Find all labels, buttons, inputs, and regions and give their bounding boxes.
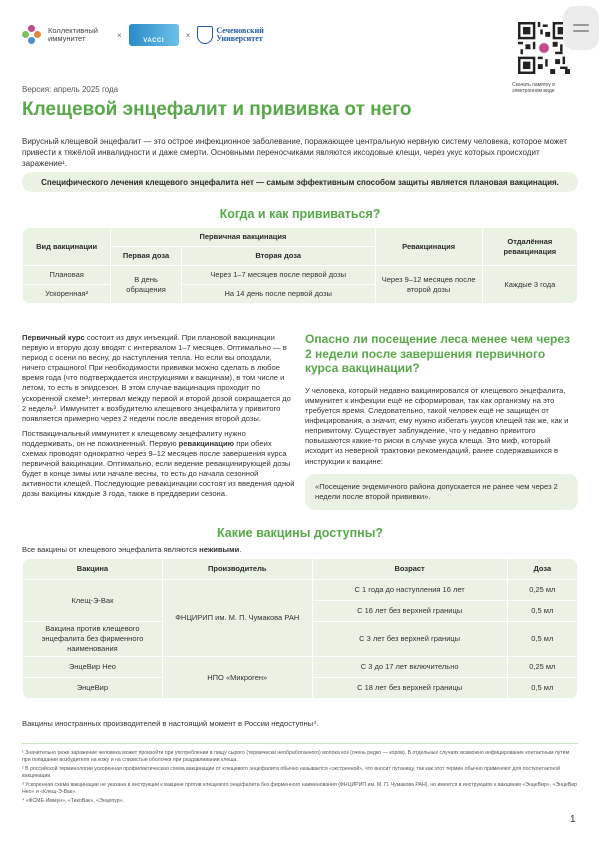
vaccines-note-text: Все вакцины от клещевого энцефалита являются [22,545,200,554]
dose-value: 0,5 мл [508,678,577,698]
footnotes [22,750,578,807]
col-header-first-dose: Первая доза [111,247,181,265]
vaccines-note [22,545,241,554]
vacci-logo: VACCI [129,24,179,46]
footnote-4: ⁴ «ФСМЕ-Иммун», «ТикоВак», «Энцепур». [22,798,124,805]
col-header-age: Возраст [313,559,507,579]
age-range: С 16 лет без верхней границы [313,601,507,621]
logo-separator: × [117,30,122,40]
remote-revac-cell: Каждые 3 года [483,266,577,303]
revac-cell: Через 9–12 месяцев после второй дозы [376,266,482,303]
schedule-table [22,227,578,304]
col-header-type: Вид вакцинации [23,228,110,265]
version-label: Версия: апрель 2025 года [22,85,119,94]
menu-button[interactable] [563,6,599,50]
dose-value: 0,25 мл [508,657,577,677]
age-range: С 1 года до наступления 16 лет [313,580,507,600]
primary-course-text [22,333,297,505]
vaccine-name: ЭнцеВир [23,678,162,698]
first-dose-cell: В день обращения [111,266,181,303]
page-title: Клещевой энцефалит и прививка от него [22,99,412,120]
col-header-dose: Доза [508,559,577,579]
age-range: С 3 до 17 лет включительно [313,657,507,677]
footnote-3: ³ Ускоренная схема вакцинации не указана в инструкции к вакцине против клещевого энцефалита без фирменного наименования (ФНЦИРИП им. М. П. Чумакова РАН), но имеется в инструкциях к вакцинам «ЭнцеВир», «ЭнцеВир Нео» и «Клещ-Э-Вак». [22,782,578,796]
logo-collective-immunity-text: Коллективный иммунитет [48,25,98,43]
vaccines-table [22,558,578,699]
col-header-second-dose: Вторая доза [182,247,375,265]
when-heading: Когда и как прививаться? [219,207,381,221]
revaccination-body-a: Поствакцинальный иммунитет к клещевому энцефалиту нужно поддерживать, он не пожизненный. Первую [22,428,246,448]
sechenov-logo-line1: Сеченовский [216,26,264,35]
age-range: С 18 лет без верхней границы [313,678,507,698]
row-type-accelerated: Ускоренная² [23,285,110,303]
forest-visit-section [305,332,578,510]
logo-separator: × [185,30,191,40]
row-accelerated-second-dose: На 14 день после первой дозы [182,285,375,303]
dose-value: 0,5 мл [508,622,577,656]
footnote-2: ² В российской терминологии ускоренная профилактическая схема вакцинации от клещевого энцефалита обычно называется «экстренной», что вносит путаницу, так как этот термин обычно применяют для постконтактной вакцинации. [22,766,561,780]
intro-paragraph: Вирусный клещевой энцефалит — это острое инфекционное заболевание, поражающее центральную нервную систему человека, которое может привести к тяжёлой инвалидности и даже смерти. Основными переносчиками являются иксодовые клещи, через укус которых происходит заражение¹. [22,137,568,168]
key-message-banner: Специфического лечения клещевого энцефалита нет — самым эффективным способом защиты является плановая вакцинация. [22,172,578,192]
maker-name: ФНЦИРИП им. М. П. Чумакова РАН [163,580,312,656]
qr-caption: Скачать памятку в электронном виде [512,82,555,95]
col-header-maker: Производитель [163,559,312,579]
age-range: С 3 лет без верхней границы [313,622,507,656]
instruction-quote: «Посещение эндемичного района допускается не ранее чем через 2 недели после второй прививки». [305,474,578,510]
dose-value: 0,25 мл [508,580,577,600]
primary-course-body: состоит из двух инъекций. При плановой вакцинации первую и вторую дозу вводят с интервалом 1–7 месяцев. Оптимально — в период с осени по весну, до наступления тепла. Но если вы опоздали, ничего страшного! При необходимости прививки можно сделать в любое время года (что подтверждается инструкциями к вакцинам), в том числе и летом, то есть в эпидсезон. В этом случае вакцинация проходит по ускоренной схеме³: интервал между первой и второй дозой сокращается до 2 недель³. Иммунитет к возбудителю клещевого энцефалита у привитого появляется примерно через 2 недели после введения второй дозы. [22,333,291,423]
vaccines-note-end: . [239,545,242,554]
vaccines-heading: Какие вакцины доступны? [216,526,384,540]
sechenov-logo [197,26,264,44]
vaccine-name: Клещ-Э-Вак [23,580,162,621]
sechenov-emblem-icon [197,26,213,44]
revaccination-body-b: при обеих схемах проводят однократно через 9–12 месяцев после завершения курса первичной вакцинации. Оптимально, если ведение ревакцинирующей дозы будет в конце зимы или начале весны, то есть до начала сезонной активности клещей. Последующие ревакцинации состоят из введения одной дозы вакцины каждые 3 года, также в преддверии сезона. [22,438,295,499]
col-header-revac: Ревакцинация [376,228,482,265]
row-type-planned: Плановая [23,266,110,284]
row-planned-second-dose: Через 1–7 месяцев после первой дозы [182,266,375,284]
collective-immunity-logo-icon [22,25,42,45]
vaccine-name: ЭнцеВир Нео [23,657,162,677]
primary-course-bold: Первичный курс [22,333,85,342]
col-header-remote: Отдалённая ревакцинация [483,228,577,265]
vaccines-note-bold: неживыми [199,545,240,554]
primary-course-paragraph [22,333,297,424]
menu-icon [573,24,589,26]
forest-visit-text: У человека, который недавно вакцинировался от клещевого энцефалита, иммунитет к инфекции ещё не сформирован, так как организму на это требуется время. Следовательно, такой человек ещё не защищён от инфицирования, а значит, ему нужно избегать укусов клещей так же, как и непривитому. Существует заблуждение, что у недавно привитого повышаются какие-то риски в случае укуса клеща. Это миф, который исходит из неверной трактовки рекомендаций, ранее содержавшихся в инструкции к вакцине: [305,385,569,466]
vaccine-name: Вакцина против клещевого энцефалита без фирменного наименования [23,622,162,656]
footnote-1: ¹ Значительно реже заражение человека может произойти при употреблении в пищу сырого (термически необработанного) молока коз (очень редко — коров). В отдельных случаях возможно инфицирование контактным путём при попадании возбудителя на кожу и на слизистые оболочки при раздавливании клеща. [22,750,570,764]
revaccination-bold: ревакцинацию [178,438,235,448]
menu-icon [573,30,589,32]
forest-visit-heading: Опасно ли посещение леса менее чем через 2 недели после завершения первичного курса вакцинации? [305,332,570,376]
revaccination-paragraph [22,429,297,500]
col-header-vaccine: Вакцина [23,559,162,579]
dose-value: 0,5 мл [508,601,577,621]
foreign-vaccines-note: Вакцины иностранных производителей в настоящий момент в России недоступны⁴. [22,719,319,728]
sechenov-logo-line2: Университет [216,34,263,43]
maker-name: НПО «Микроген» [163,657,312,698]
page-number: 1 [570,814,576,825]
footnote-divider [22,743,578,744]
col-header-primary: Первичная вакцинация [111,228,374,246]
partner-logos [22,22,264,48]
